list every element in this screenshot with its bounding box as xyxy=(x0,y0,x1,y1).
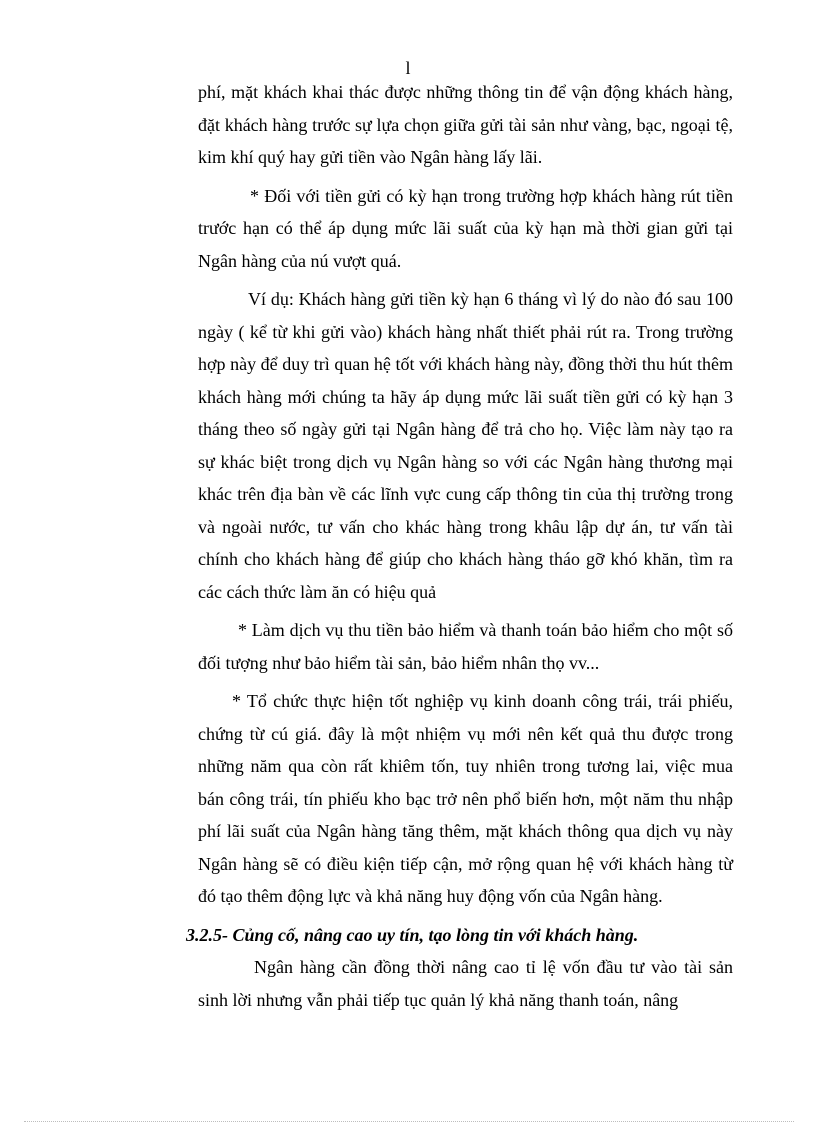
page-number: l xyxy=(405,58,411,78)
paragraph-section: Ngân hàng cần đồng thời nâng cao tỉ lệ vốn đầu tư vào tài sản sinh lời nhưng vẫn phải tiếp tục quản lý khả năng thanh toán, nâng xyxy=(198,957,733,1010)
paragraph-example: Ví dụ: Khách hàng gửi tiền kỳ hạn 6 tháng vì lý do nào đó sau 100 ngày ( kể từ khi gửi vào) khách hàng nhất thiết phải rút ra. Trong trường hợp này để duy trì quan hệ tốt với khách hàng này, đồng thời thu hút thêm khách hàng mới chúng ta hãy áp dụng mức lãi suất tiền gửi có kỳ hạn 3 tháng theo số ngày gửi tại Ngân hàng để trả cho họ. Việc làm này tạo ra sự khác biệt trong dịch vụ Ngân hàng so với các Ngân hàng thương mại khác trên địa bàn về các lĩnh vực cung cấp thông tin của thị trường trong và ngoài nước, tư vấn cho khác hàng trong khâu lập dự án, tư vấn tài chính cho khách hàng để giúp cho khách hàng tháo gỡ khó khăn, tìm ra các cách thức làm ăn có hiệu quả xyxy=(198,289,733,602)
footer-divider xyxy=(24,1121,794,1122)
paragraph-bonds: * Tổ chức thực hiện tốt nghiệp vụ kinh doanh công trái, trái phiếu, chứng từ cú giá. đây là một nhiệm vụ mới nên kết quả thu được trong những năm qua còn rất khiêm tốn, tuy nhiên trong tương lai, việc mua bán công trái, tín phiếu kho bạc trở nên phổ biến hơn, một năm thu nhập phí lãi suất của Ngân hàng tăng thêm, mặt khách thông qua dịch vụ này Ngân hàng sẽ có điều kiện tiếp cận, mở rộng quan hệ với khách hàng từ đó tạo thêm động lực và khả năng huy động vốn của Ngân hàng. xyxy=(198,691,733,906)
section-heading: 3.2.5- Củng cố, nâng cao uy tín, tạo lòng tin với khách hàng. xyxy=(186,924,639,945)
document-body xyxy=(186,76,733,1022)
paragraph-insurance: * Làm dịch vụ thu tiền bảo hiểm và thanh toán bảo hiểm cho một số đối tượng như bảo hiểm tài sản, bảo hiểm nhân thọ vv... xyxy=(198,620,733,673)
paragraph-intro: phí, mặt khách khai thác được những thông tin để vận động khách hàng, đặt khách hàng trước sự lựa chọn giữa gửi tài sản như vàng, bạc, ngoại tệ, kim khí quý hay gửi tiền vào Ngân hàng lấy lãi. xyxy=(198,82,733,167)
paragraph-term-deposit: * Đối với tiền gửi có kỳ hạn trong trường hợp khách hàng rút tiền trước hạn có thể áp dụng mức lãi suất của kỳ hạn mà thời gian gửi tại Ngân hàng của nú vượt quá. xyxy=(198,185,733,271)
